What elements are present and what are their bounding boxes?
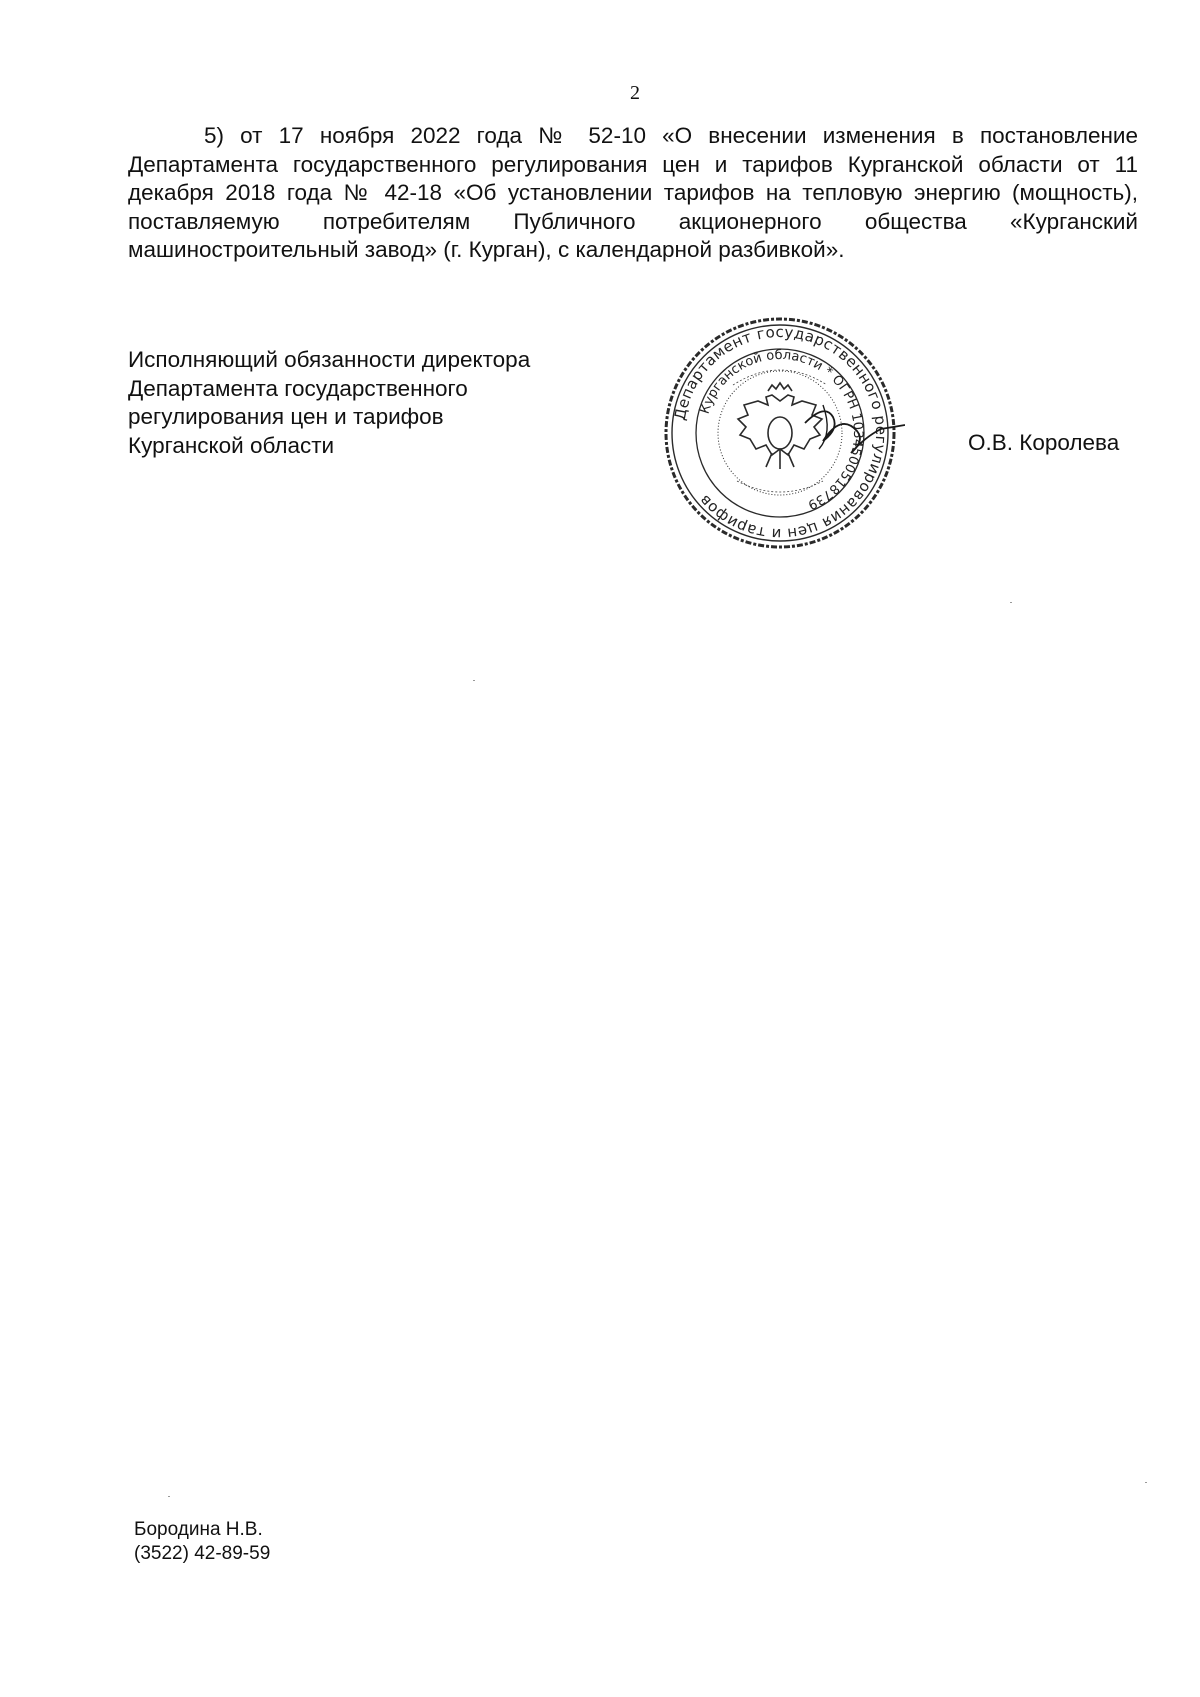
signatory-line: регулирования цен и тарифов — [128, 404, 444, 429]
executor-name: Бородина Н.В. — [134, 1519, 263, 1540]
executor-phone: (3522) 42-89-59 — [134, 1543, 271, 1564]
official-seal-icon — [655, 313, 905, 553]
signatory-block — [128, 346, 598, 460]
scan-speck — [1145, 1482, 1147, 1483]
scan-speck — [473, 680, 475, 681]
scan-speck — [1010, 602, 1012, 603]
resolution-paragraph: 5) от 17 ноября 2022 года № 52-10 «О внесении изменения в постановление Департамента государственного регулирования цен и тарифов Курганской области от 11 декабря 2018 года № 42-18 «Об установлении тарифов на тепловую энергию (мощность), поставляемую потребителям Публичного акционерного общества «Курганский машиностроительный завод» (г. Курган), с календарной разбивкой». — [128, 123, 1138, 262]
scan-speck — [168, 1496, 170, 1497]
page-number: 2 — [630, 82, 640, 104]
seal-inner-text: Курганской области * ОГРН 1034500518739 — [697, 347, 866, 513]
eagle-emblem-icon — [738, 383, 822, 469]
signatory-line: Департамента государственного — [128, 375, 468, 401]
seal-outer-text: Департамент государственного регулирования цен и тарифов — [670, 322, 891, 544]
executor-block — [134, 1518, 270, 1566]
signatory-line: Исполняющий обязанности директора — [128, 347, 531, 372]
signer-name: О.В. Королева — [968, 430, 1120, 455]
signatory-line: Курганской области — [128, 432, 335, 458]
